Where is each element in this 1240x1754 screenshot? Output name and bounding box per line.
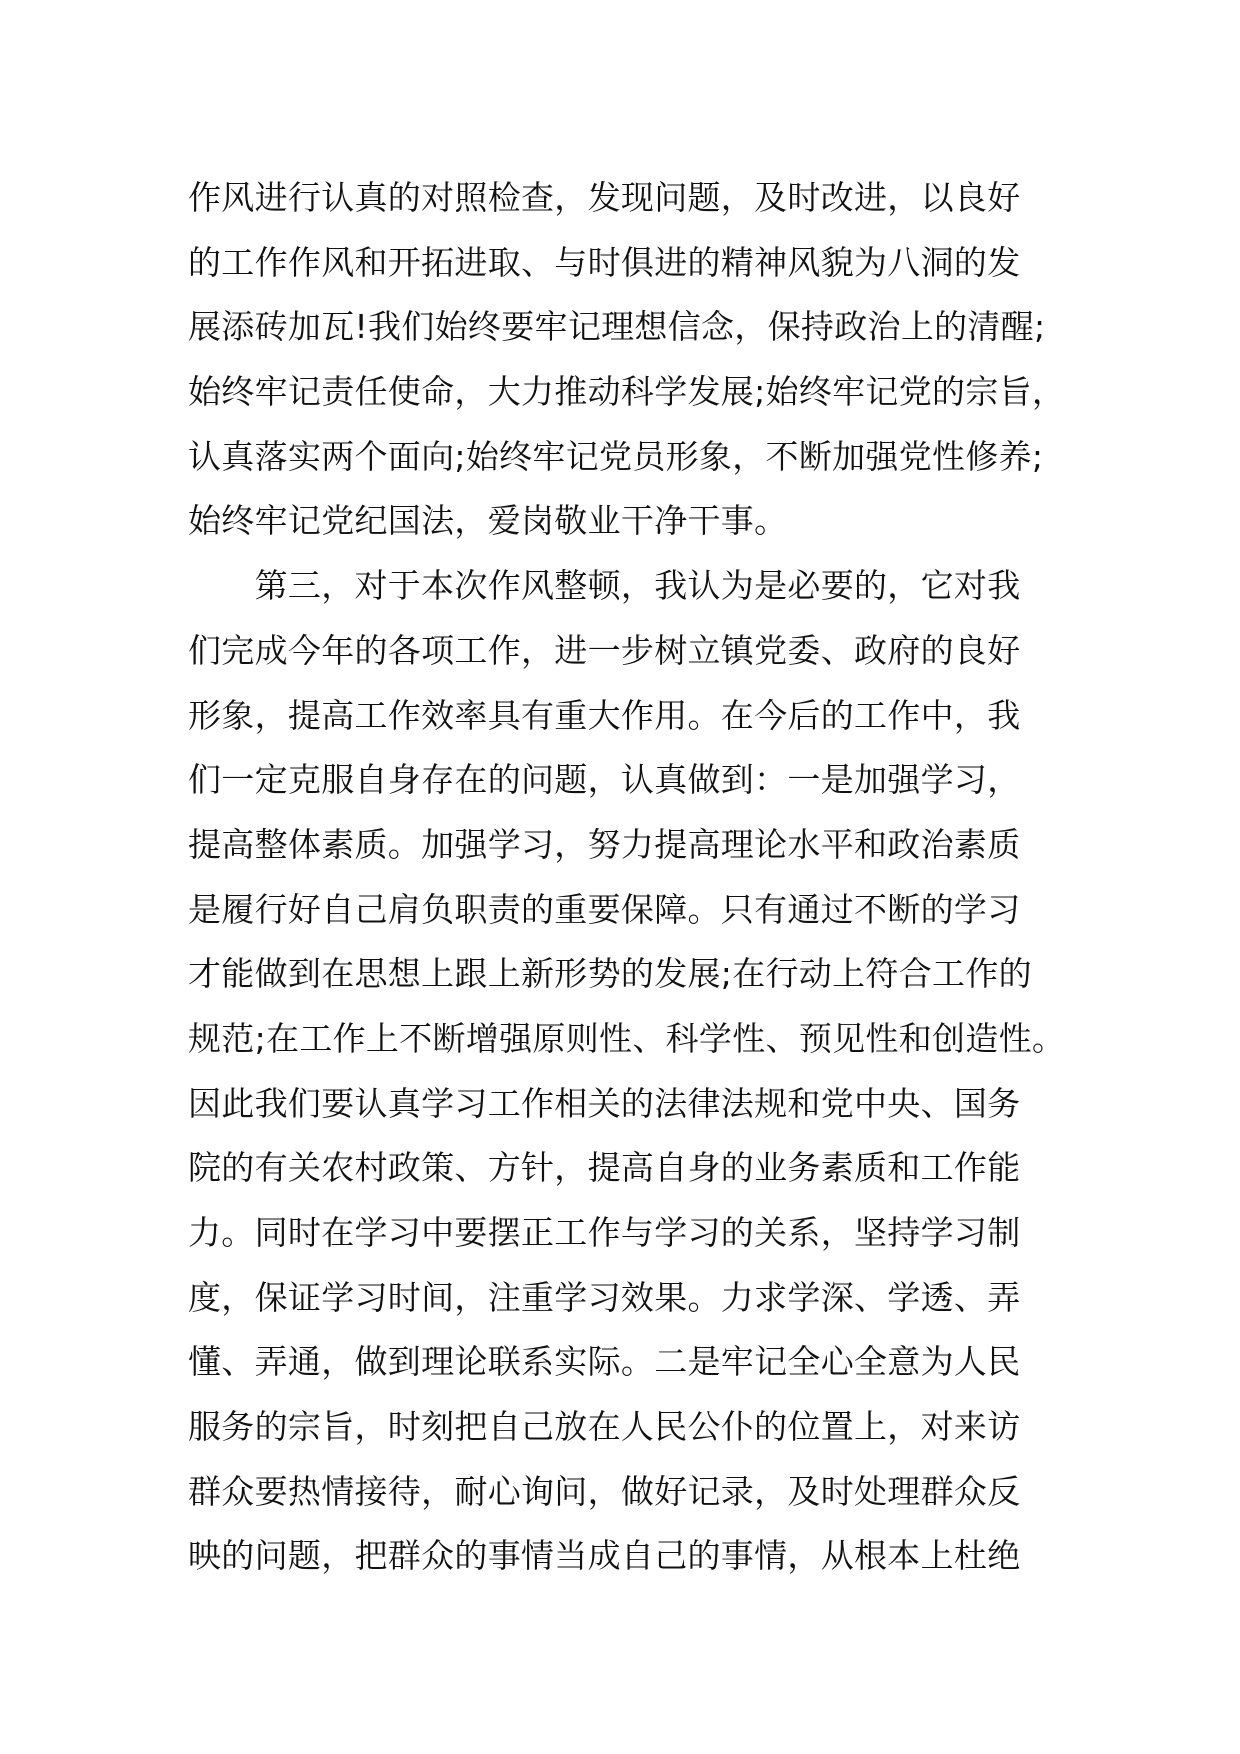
text-line: 是履行好自己肩负职责的重要保障。只有通过不断的学习	[188, 889, 1021, 929]
text-line: 才能做到在思想上跟上新形势的发展;在行动上符合工作的	[188, 954, 1032, 994]
text-line: 认真落实两个面向;始终牢记党员形象，不断加强党性修养;	[188, 436, 1044, 476]
text-line: 提高整体素质。加强学习，努力提高理论水平和政治素质	[188, 824, 1021, 864]
text-line: 展添砖加瓦!我们始终要牢记理想信念，保持政治上的清醒;	[188, 307, 1046, 347]
text-line: 们一定克服自身存在的问题，认真做到：一是加强学习，	[188, 760, 1021, 800]
text-line: 度，保证学习时间，注重学习效果。力求学深、学透、弄	[188, 1277, 1021, 1317]
text-line: 规范;在工作上不断增强原则性、科学性、预见性和创造性。	[188, 1018, 1066, 1058]
text-line: 力。同时在学习中要摆正工作与学习的关系，坚持学习制	[188, 1213, 1021, 1252]
text-line: 群众要热情接待，耐心询问，做好记录，及时处理群众反	[188, 1471, 1021, 1511]
text-line: 的工作作风和开拓进取、与时俱进的精神风貌为八洞的发	[188, 242, 1021, 282]
text-line: 因此我们要认真学习工作相关的法律法规和党中央、国务	[188, 1083, 1021, 1123]
body-text	[188, 166, 1088, 1589]
text-line: 始终牢记党纪国法，爱岗敬业干净干事。	[188, 501, 788, 541]
text-line: 们完成今年的各项工作，进一步树立镇党委、政府的良好	[188, 630, 1021, 670]
text-line: 院的有关农村政策、方针，提高自身的业务素质和工作能	[188, 1148, 1021, 1188]
text-line: 懂、弄通，做到理论联系实际。二是牢记全心全意为人民	[188, 1342, 1021, 1382]
text-line: 服务的宗旨，时刻把自己放在人民公仆的位置上，对来访	[188, 1407, 1021, 1447]
paragraph-start-line: 第三，对于本次作风整顿，我认为是必要的，它对我	[188, 566, 1021, 606]
text-line: 始终牢记责任使命，大力推动科学发展;始终牢记党的宗旨，	[188, 372, 1066, 412]
text-line: 作风进行认真的对照检查，发现问题，及时改进，以良好	[188, 178, 1021, 217]
text-line: 映的问题，把群众的事情当成自己的事情，从根本上杜绝	[188, 1536, 1021, 1576]
text-line: 形象，提高工作效率具有重大作用。在今后的工作中，我	[188, 695, 1021, 735]
